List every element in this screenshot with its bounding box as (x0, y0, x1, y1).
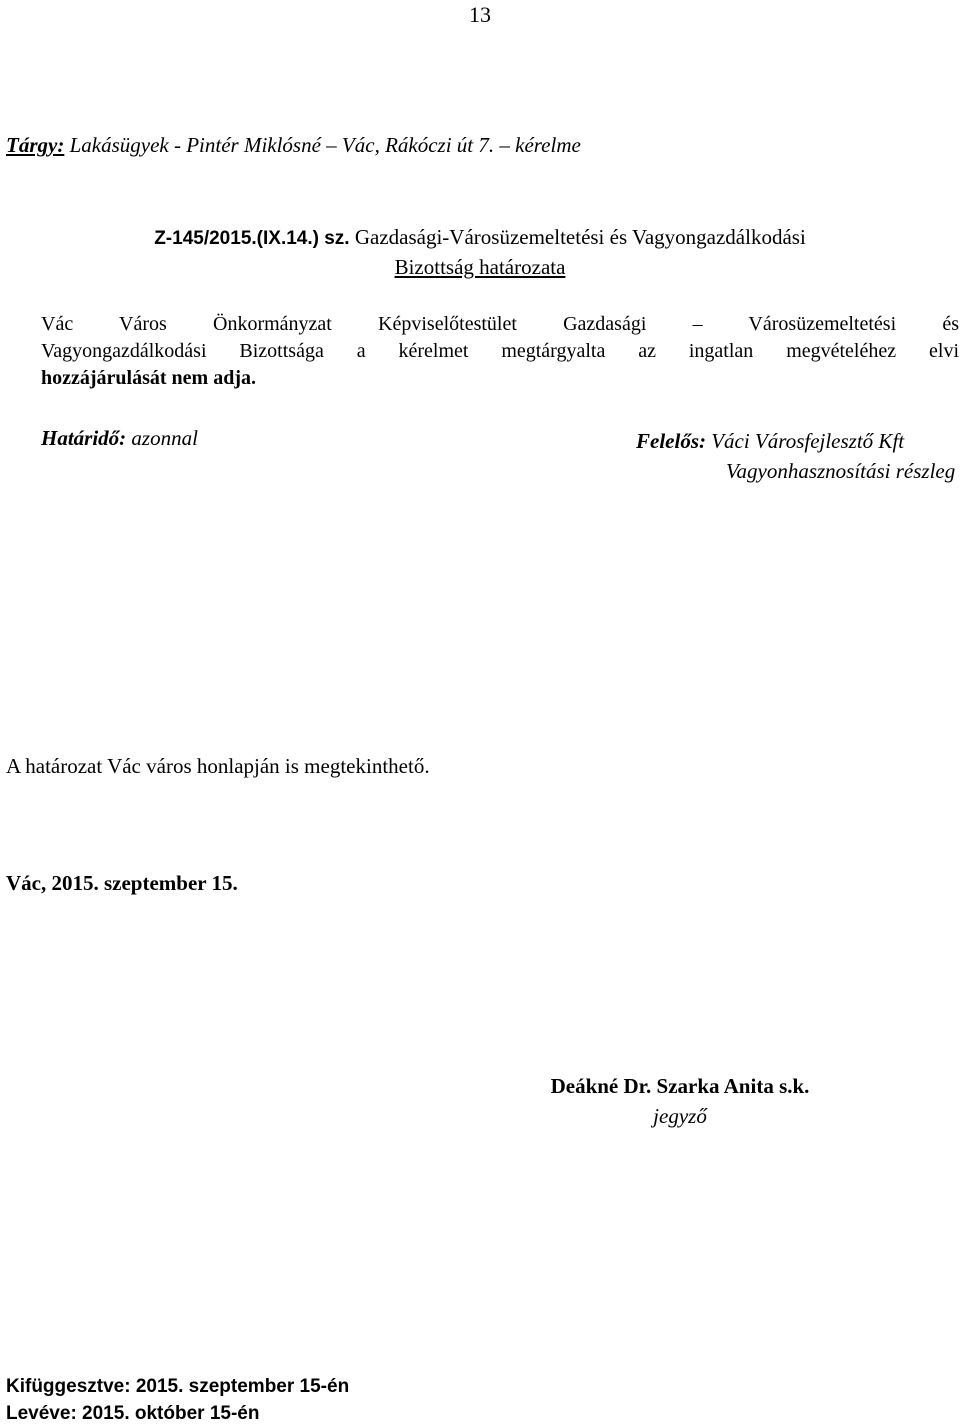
date-line: Vác, 2015. szeptember 15. (6, 871, 238, 895)
body-line-3: hozzájárulását nem adja. (41, 367, 256, 389)
page-number: 13 (469, 2, 491, 27)
deadline-label: Határidő: (41, 426, 127, 450)
responsible-value-line1: Váci Városfejlesztő Kft (705, 429, 905, 453)
resolution-committee: Gazdasági-Városüzemeltetési és Vagyongazdálkodási (349, 225, 806, 249)
posting-info (6, 1373, 349, 1427)
removed-date: Levéve: 2015. október 15-én (6, 1403, 260, 1424)
subject-value: Lakásügyek - Pintér Miklósné – Vác, Rákóczi út 7. – kérelme (64, 133, 581, 157)
responsible-value-line2: Vagyonhasznosítási részleg (726, 459, 956, 483)
responsible-label: Felelős: (636, 429, 706, 453)
signer-name: Deákné Dr. Szarka Anita s.k. (550, 1074, 810, 1098)
subject-label: Tárgy: (6, 133, 65, 157)
body-line-2: Vagyongazdálkodási Bizottsága a kérelmet megtárgyalta az ingatlan megvételéhez elvi (41, 340, 959, 362)
resolution-title-line1 (0, 223, 960, 253)
resolution-title-line2: Bizottság határozata (394, 255, 566, 279)
signer-title: jegyző (653, 1104, 707, 1128)
responsible (636, 426, 955, 486)
body-line-1: Vác Város Önkormányzat Képviselőtestület Gazdasági – Városüzemeltetési és (41, 313, 959, 335)
deadline (41, 426, 198, 451)
website-note: A határozat Vác város honlapján is megtekinthető. (6, 754, 430, 778)
resolution-title (0, 223, 960, 281)
subject-line (6, 133, 581, 158)
deadline-value: azonnal (126, 426, 198, 450)
resolution-body (41, 311, 959, 392)
posted-date: Kifüggesztve: 2015. szeptember 15-én (6, 1376, 350, 1397)
resolution-number: Z-145/2015.(IX.14.) sz. (154, 228, 350, 249)
